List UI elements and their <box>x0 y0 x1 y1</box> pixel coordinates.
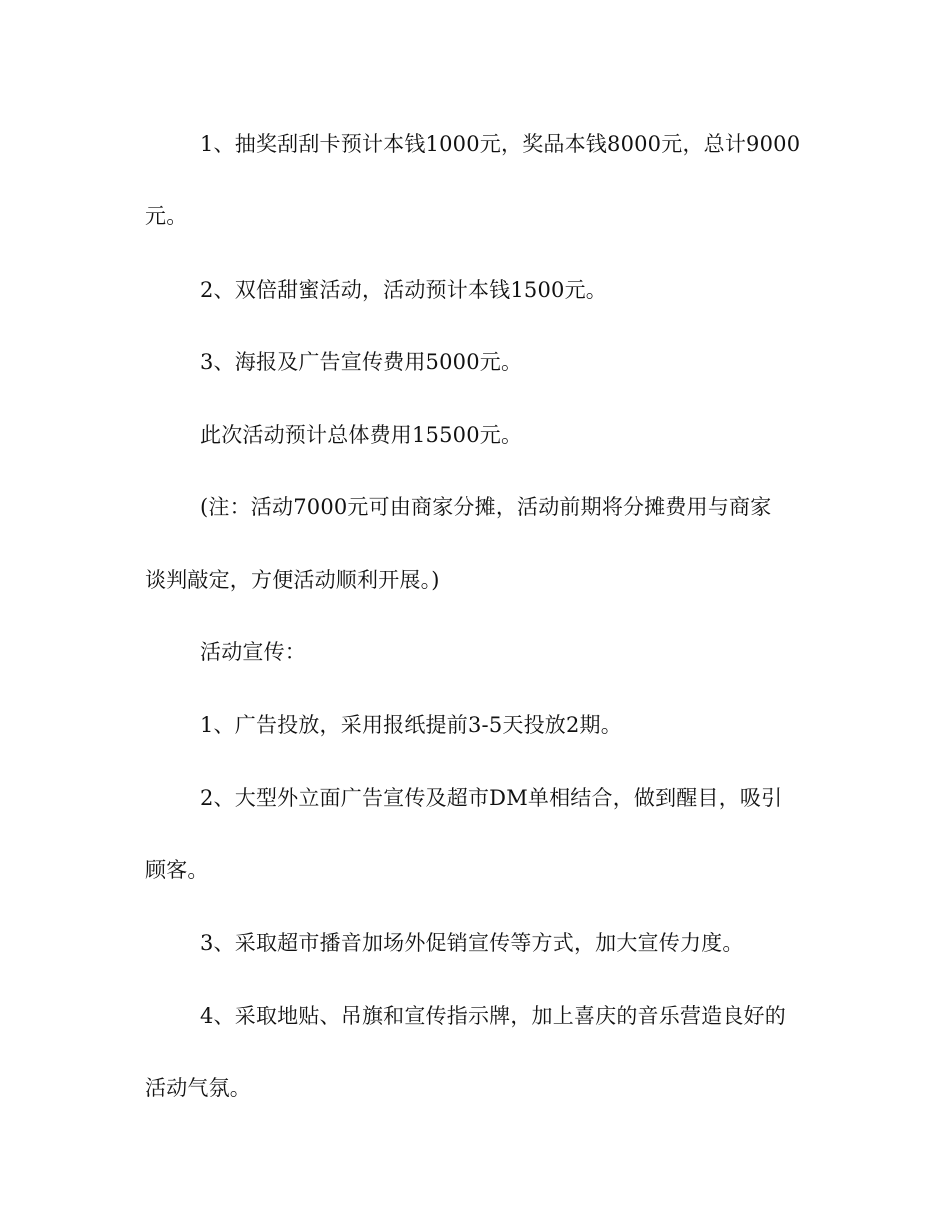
note-line-1: (注：活动7000元可由商家分摊，活动前期将分摊费用与商家 <box>200 495 772 519</box>
cost-item-1: 1、抽奖刮刮卡预计本钱1000元，奖品本钱8000元，总计9000 <box>200 132 801 156</box>
cost-item-1-continued: 元。 <box>145 204 188 228</box>
promo-item-1: 1、广告投放，采用报纸提前3-5天投放2期。 <box>200 713 622 737</box>
cost-item-3: 3、海报及广告宣传费用5000元。 <box>200 350 523 374</box>
promo-item-2-continued: 顾客。 <box>145 858 209 882</box>
total-cost: 此次活动预计总体费用15500元。 <box>200 423 523 447</box>
cost-item-2: 2、双倍甜蜜活动，活动预计本钱1500元。 <box>200 278 608 302</box>
note-line-2: 谈判敲定，方便活动顺利开展。) <box>145 568 440 592</box>
promo-item-4-continued: 活动气氛。 <box>145 1076 251 1100</box>
promo-item-4: 4、采取地贴、吊旗和宣传指示牌，加上喜庆的音乐营造良好的 <box>200 1004 786 1028</box>
promo-heading: 活动宣传： <box>200 640 306 664</box>
promo-item-2: 2、大型外立面广告宣传及超市DM单相结合，做到醒目，吸引 <box>200 786 783 810</box>
promo-item-3: 3、采取超市播音加场外促销宣传等方式，加大宣传力度。 <box>200 931 744 955</box>
